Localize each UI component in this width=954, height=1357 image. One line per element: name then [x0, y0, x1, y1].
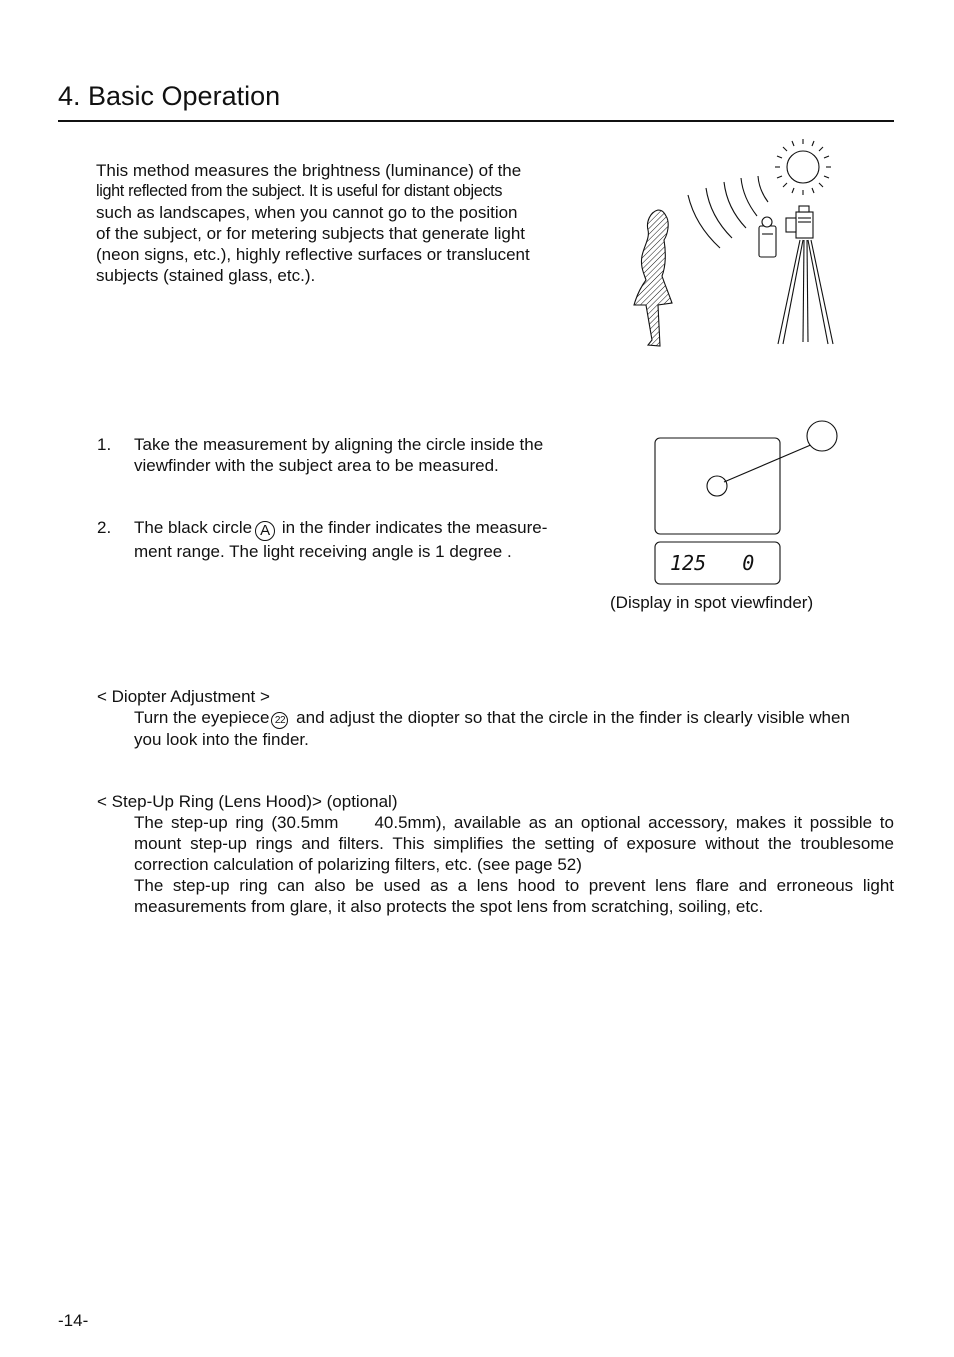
- step-text: [134, 434, 594, 476]
- stepup-size-to: 40.5mm), available as an optional accessory, makes it possible to: [374, 813, 894, 832]
- stepup-line: measurements from glare, it also protects the spot lens from scratching, soiling, etc.: [134, 897, 764, 916]
- diopter-line: [134, 707, 894, 729]
- page-title: 4. Basic Operation: [58, 81, 281, 111]
- sun-icon: [775, 139, 831, 195]
- step-2: [97, 517, 597, 563]
- eyepiece-number-marker: 22: [271, 712, 288, 729]
- step-1: [97, 434, 597, 480]
- spot-meter-icon: [759, 217, 776, 257]
- diopter-line-end: and adjust the diopter so that the circle in the finder is clearly visible when: [291, 708, 850, 727]
- subject-figure: [634, 210, 672, 346]
- camera-icon: [786, 206, 813, 238]
- intro-paragraph: [96, 160, 561, 286]
- viewfinder-caption: (Display in spot viewfinder): [610, 593, 814, 612]
- diopter-line: you look into the finder.: [134, 730, 309, 749]
- stepup-line: The step-up ring can also be used as a lens hood to prevent lens flare and erroneous light: [134, 876, 894, 895]
- lcd-readout: 125 0: [670, 551, 755, 575]
- intro-line: of the subject, or for metering subjects that generate light: [96, 224, 526, 243]
- step-text: [134, 517, 594, 562]
- light-wave-arcs: [688, 176, 768, 248]
- page-number: -14-: [58, 1311, 89, 1330]
- intro-line: light reflected from the subject. It is useful for distant objects: [96, 182, 503, 200]
- step-line: ment range. The light receiving angle is 1 degree .: [134, 542, 512, 561]
- intro-line: such as landscapes, when you cannot go to the position: [96, 203, 518, 222]
- circle-a-marker: A: [255, 521, 275, 541]
- step-line: [134, 517, 594, 541]
- callout-circle: [807, 421, 837, 451]
- stepup-line: mount step-up rings and filters. This simplifies the setting of exposure without the troublesome: [134, 834, 894, 853]
- step-line: viewfinder with the subject area to be measured.: [134, 456, 499, 475]
- stepup-text: [134, 812, 894, 917]
- measuring-circle: [707, 476, 727, 496]
- diopter-line-start: Turn the eyepiece: [134, 708, 270, 727]
- intro-line: (neon signs, etc.), highly reflective surfaces or translucent: [96, 245, 530, 264]
- step-number: 2.: [97, 518, 112, 537]
- diopter-text: [134, 707, 894, 750]
- diopter-heading: < Diopter Adjustment >: [97, 687, 270, 706]
- intro-line: This method measures the brightness (luminance) of the: [96, 161, 522, 180]
- step-line-end: in the finder indicates the measure-: [277, 518, 548, 537]
- title-rule: [58, 120, 894, 122]
- stepup-size-from: The step-up ring (30.5mm: [134, 813, 339, 832]
- stepup-heading: < Step-Up Ring (Lens Hood)> (optional): [97, 792, 398, 811]
- step-line-start: The black circle: [134, 518, 253, 537]
- reflected-light-illustration: [600, 130, 860, 360]
- tripod-icon: [778, 240, 833, 344]
- step-line: Take the measurement by aligning the circle inside the: [134, 435, 544, 454]
- stepup-line: correction calculation of polarizing filters, etc. (see page 52): [134, 855, 582, 874]
- stepup-line: [134, 812, 894, 833]
- spot-viewfinder-diagram: [650, 415, 850, 590]
- step-number: 1.: [97, 435, 112, 454]
- intro-line: subjects (stained glass, etc.).: [96, 266, 316, 285]
